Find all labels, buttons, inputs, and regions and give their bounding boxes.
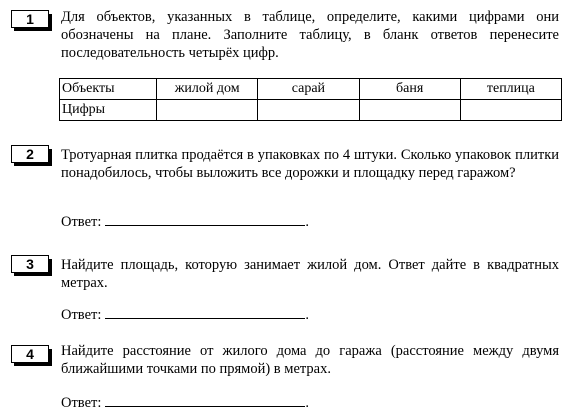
answer-label: Ответ: bbox=[61, 214, 102, 230]
table-header-bath: баня bbox=[359, 79, 460, 100]
task-2-text: Тротуарная плитка продаётся в упаковках по 4 штуки. Сколько упаковок плитки понадобилось, чтобы выложить все дорожки и площадку перед гаражом? bbox=[61, 147, 559, 181]
task-number-2: 2 bbox=[11, 145, 49, 163]
table-digits-row bbox=[60, 100, 562, 121]
answer-line[interactable] bbox=[105, 393, 305, 407]
task-number-3: 3 bbox=[11, 255, 49, 273]
task-number-4: 4 bbox=[11, 345, 49, 363]
table-header-greenhouse: теплица bbox=[460, 79, 561, 100]
task-3-text: Найдите площадь, которую занимает жилой дом. Ответ дайте в квадратных метрах. bbox=[61, 257, 559, 291]
answer-label: Ответ: bbox=[61, 307, 102, 323]
table-header-house: жилой дом bbox=[157, 79, 258, 100]
task-number-1: 1 bbox=[11, 10, 49, 28]
answer-period: . bbox=[305, 307, 309, 323]
table-row-label: Цифры bbox=[60, 100, 157, 121]
objects-table bbox=[59, 78, 562, 121]
task-1-text: Для объектов, указанных в таблице, определите, какими цифрами они обозначены на плане. Заполните таблицу, в бланк ответов перенесите последовательность четырёх цифр. bbox=[61, 9, 559, 61]
table-header-row bbox=[60, 79, 562, 100]
table-cell-shed[interactable] bbox=[258, 100, 359, 121]
table-header-shed: сарай bbox=[258, 79, 359, 100]
table-cell-bath[interactable] bbox=[359, 100, 460, 121]
table-header-objects: Объекты bbox=[60, 79, 157, 100]
answer-line[interactable] bbox=[105, 305, 305, 319]
task-2-answer bbox=[61, 212, 309, 231]
task-4-text: Найдите расстояние от жилого дома до гаража (расстояние между двумя ближайшими точками по прямой) в метрах. bbox=[61, 343, 559, 377]
answer-period: . bbox=[305, 214, 309, 230]
answer-period: . bbox=[305, 395, 309, 411]
table-cell-house[interactable] bbox=[157, 100, 258, 121]
answer-label: Ответ: bbox=[61, 395, 102, 411]
task-3-answer bbox=[61, 305, 309, 324]
answer-line[interactable] bbox=[105, 212, 305, 226]
table-cell-greenhouse[interactable] bbox=[460, 100, 561, 121]
task-4-answer bbox=[61, 393, 309, 412]
